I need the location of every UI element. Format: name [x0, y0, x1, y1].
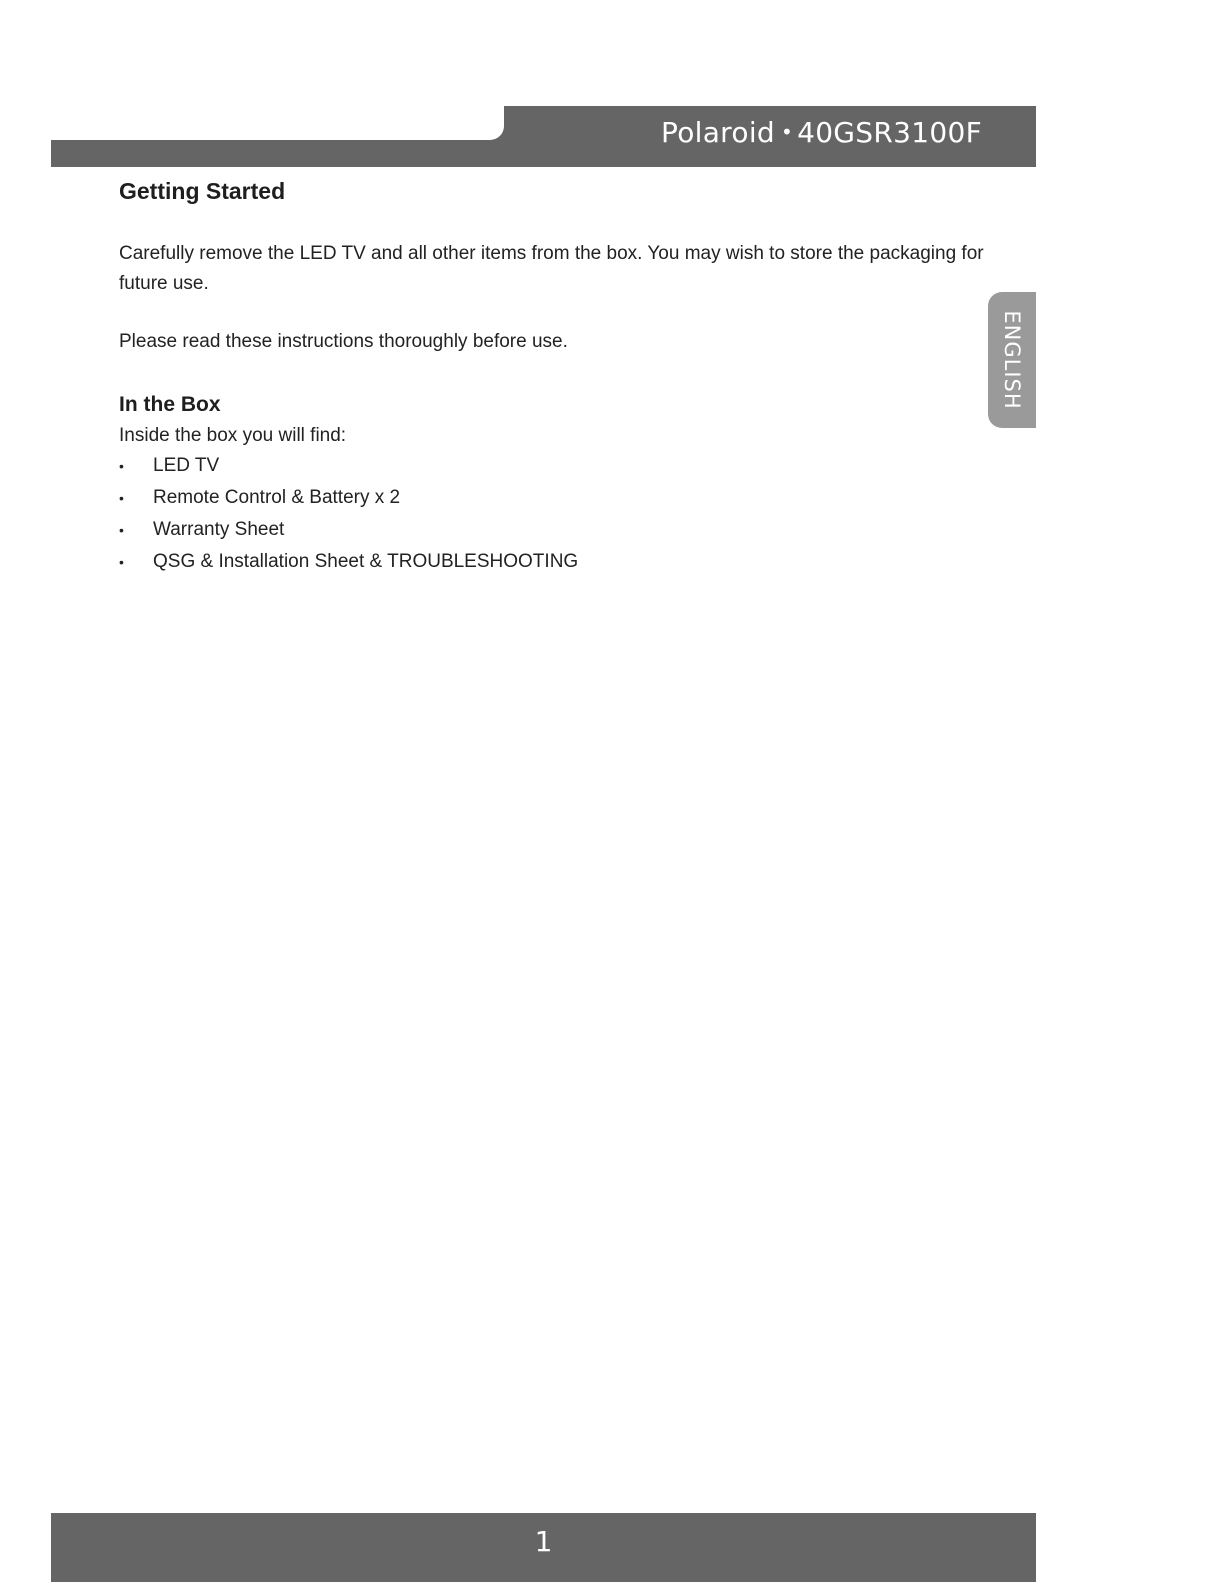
header-title: [661, 116, 982, 149]
page-content: [119, 176, 999, 579]
list-item: [119, 515, 999, 545]
list-item: [119, 483, 999, 513]
bullet-icon: •: [119, 522, 124, 538]
list-item-label: LED TV: [153, 455, 220, 476]
list-item-label: QSG & Installation Sheet & TROUBLESHOOTING: [153, 551, 579, 572]
section-title: Getting Started: [119, 178, 286, 204]
header-notch: [490, 126, 504, 140]
in-the-box-intro: Inside the box you will find:: [119, 425, 347, 446]
list-item-label: Warranty Sheet: [153, 519, 285, 540]
bullet-icon: •: [119, 554, 124, 570]
footer-band: [51, 1513, 1036, 1582]
in-the-box-heading: In the Box: [119, 393, 221, 416]
language-tab-label: ENGLISH: [1000, 310, 1024, 410]
page-number: 1: [534, 1525, 553, 1558]
brand-name: Polaroid: [661, 116, 775, 149]
bullet-icon: •: [119, 490, 124, 506]
list-item-label: Remote Control & Battery x 2: [153, 487, 401, 508]
list-item: [119, 451, 999, 481]
brand-separator: •: [780, 120, 794, 144]
list-item: [119, 547, 999, 577]
unpacking-paragraph: Carefully remove the LED TV and all other items from the box. You may wish to store the packaging for future use.: [119, 243, 984, 294]
box-contents-list: [119, 451, 999, 577]
model-number: 40GSR3100F: [797, 116, 982, 149]
bullet-icon: •: [119, 458, 124, 474]
read-instructions-paragraph: Please read these instructions thoroughly before use.: [119, 331, 568, 352]
